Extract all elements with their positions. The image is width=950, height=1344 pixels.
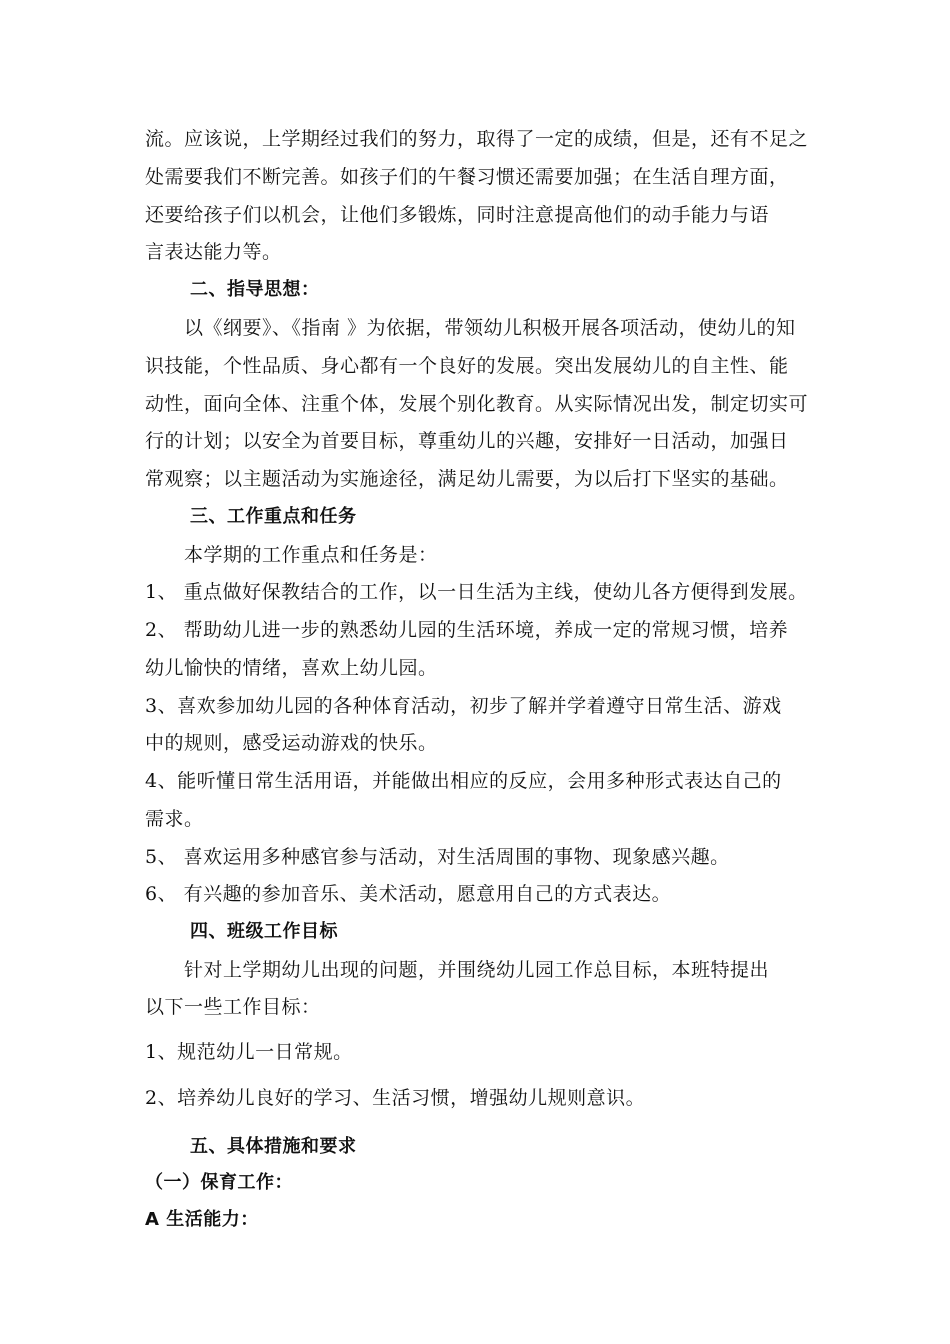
paragraph-line: 行的计划；以安全为首要目标，尊重幼儿的兴趣，安排好一日活动，加强日 — [145, 430, 789, 452]
list-item: 6、 有兴趣的参加音乐、美术活动，愿意用自己的方式表达。 — [145, 883, 672, 905]
paragraph-line: 以《纲要》、《指南 》为依据，带领幼儿积极开展各项活动，使幼儿的知 — [184, 317, 796, 339]
section-heading-goals: 四、班级工作目标 — [190, 921, 338, 942]
list-item: 5、 喜欢运用多种感官参与活动，对生活周围的事物、现象感兴趣。 — [145, 846, 730, 868]
paragraph-line: 动性，面向全体、注重个体，发展个别化教育。从实际情况出发，制定切实可 — [145, 393, 809, 415]
list-item: 中的规则，感受运动游戏的快乐。 — [145, 732, 438, 754]
paragraph-line: 流。应该说，上学期经过我们的努力，取得了一定的成绩，但是，还有不足之 — [145, 128, 809, 150]
list-item: 4、能听懂日常生活用语，并能做出相应的反应，会用多种形式表达自己的 — [145, 770, 782, 792]
list-item: 幼儿愉快的情绪，喜欢上幼儿园。 — [145, 657, 438, 679]
paragraph-line: 针对上学期幼儿出现的问题，并围绕幼儿园工作总目标，本班特提出 — [184, 959, 770, 981]
list-item: 2、培养幼儿良好的学习、生活习惯，增强幼儿规则意识。 — [145, 1087, 646, 1109]
list-item: 1、 重点做好保教结合的工作，以一日生活为主线，使幼儿各方便得到发展。 — [145, 581, 808, 603]
list-item: 3、喜欢参加幼儿园的各种体育活动，初步了解并学着遵守日常生活、游戏 — [145, 695, 782, 717]
paragraph-line: 以下一些工作目标： — [145, 996, 321, 1018]
paragraph-line: 处需要我们不断完善。如孩子们的午餐习惯还需要加强；在生活自理方面， — [145, 166, 789, 188]
section-heading-measures: 五、具体措施和要求 — [190, 1136, 357, 1157]
subsection-heading-life-skills: A 生活能力： — [145, 1209, 259, 1230]
paragraph-line: 识技能，个性品质、身心都有一个良好的发展。突出发展幼儿的自主性、能 — [145, 355, 789, 377]
section-heading-guiding: 二、指导思想： — [190, 279, 320, 300]
paragraph-line: 言表达能力等。 — [145, 241, 282, 263]
list-item: 2、 帮助幼儿进一步的熟悉幼儿园的生活环境，养成一定的常规习惯，培养 — [145, 619, 789, 641]
section-heading-tasks: 三、工作重点和任务 — [190, 506, 357, 527]
paragraph-line: 本学期的工作重点和任务是： — [184, 544, 438, 566]
list-item: 需求。 — [145, 808, 204, 830]
paragraph-line: 还要给孩子们以机会，让他们多锻炼，同时注意提高他们的动手能力与语 — [145, 204, 770, 226]
subsection-heading-care: （一）保育工作： — [145, 1172, 293, 1193]
list-item: 1、规范幼儿一日常规。 — [145, 1041, 353, 1063]
paragraph-line: 常观察；以主题活动为实施途径，满足幼儿需要，为以后打下坚实的基础。 — [145, 468, 789, 490]
